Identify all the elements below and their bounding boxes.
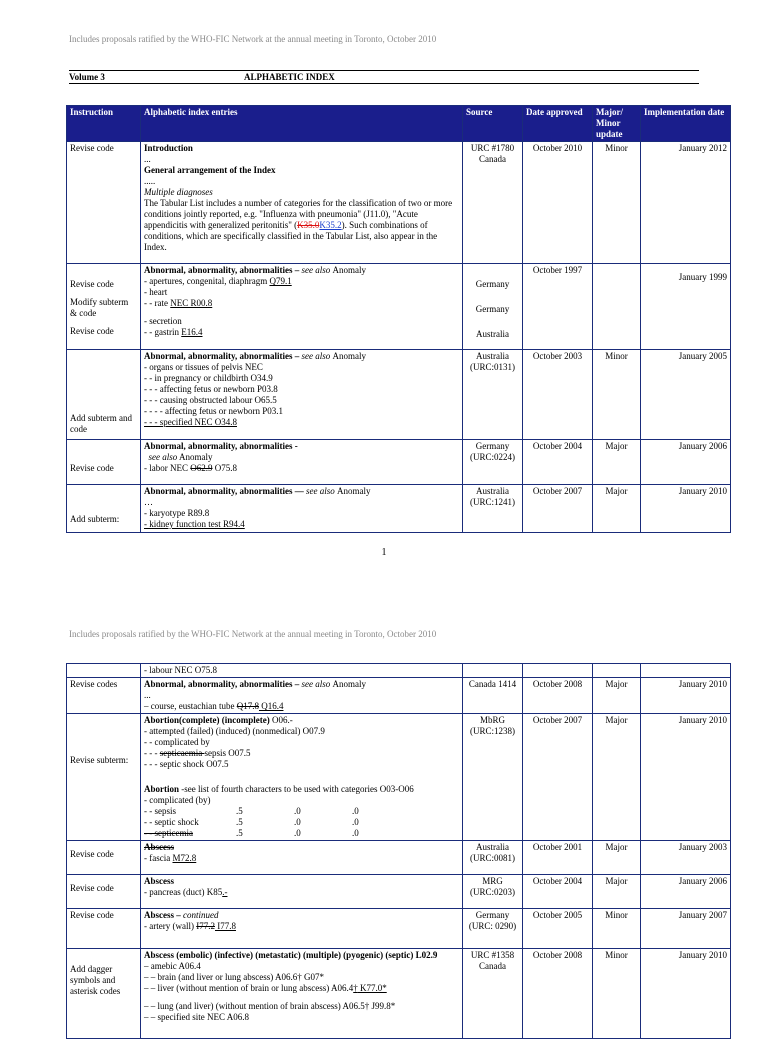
col-date: Date approved <box>523 106 593 142</box>
entry-line <box>144 748 459 759</box>
entry-code: I77.8 <box>214 921 236 931</box>
entry-line: - - - causing obstructed labour O65.5 <box>144 395 277 405</box>
entries-cell <box>141 841 463 875</box>
deleted-code: Q17.8 <box>236 701 259 711</box>
entry-line: Abscess <box>144 842 175 852</box>
entry-paragraph <box>144 198 459 253</box>
source-line: Australia <box>476 329 509 339</box>
impl-cell: January 2010 <box>641 714 731 841</box>
entry-line <box>144 276 459 287</box>
entry-text: - labor NEC <box>144 463 191 473</box>
instruction-line: Modify subterm & code <box>70 297 129 318</box>
table-row <box>67 714 731 841</box>
entry-text: - apertures, congenital, diaphragm <box>144 276 270 286</box>
instruction-cell: Revise code <box>67 142 141 264</box>
entry-line: – – brain (and liver or lung abscess) A06.6† G07* <box>144 972 324 982</box>
entry-text: sepsis O07.5 <box>204 748 251 758</box>
grid-row <box>144 828 459 839</box>
update-cell: Minor <box>593 350 641 440</box>
entry-line: Abscess (embolic) (infective) (metastatic) (multiple) (pyogenic) (septic) L02.9 <box>144 950 438 960</box>
entry-line: Multiple diagnoses <box>144 187 213 197</box>
entry-text: - artery (wall) <box>144 921 197 931</box>
instruction-line: Revise code <box>70 279 114 289</box>
index-table-page2 <box>66 663 731 1039</box>
entry-ref: Anomaly <box>337 486 371 496</box>
entries-cell <box>141 142 463 264</box>
entry-text: - - gastrin <box>144 327 182 337</box>
entries-cell <box>141 350 463 440</box>
source-cell: Australia (URC:0131) <box>463 350 523 440</box>
date-cell: October 2007 <box>523 485 593 533</box>
entry-line: - complicated (by) <box>144 795 211 805</box>
table-row <box>67 142 731 264</box>
entry-text: - - - <box>144 748 160 758</box>
instruction-cell <box>67 485 141 533</box>
grid-label: - - septicemia <box>144 828 193 838</box>
instruction-cell <box>67 841 141 875</box>
entry-line: – – lung (and liver) (without mention of brain abscess) A06.5† J99.8* <box>144 1001 396 1011</box>
entry-ref: Anomaly <box>332 679 367 689</box>
see-also: see also <box>299 679 333 689</box>
source-cell: Canada 1414 <box>463 678 523 714</box>
entry-line <box>144 679 459 690</box>
impl-text: January 1999 <box>678 272 727 282</box>
date-cell: October 2004 <box>523 875 593 909</box>
table-row <box>67 875 731 909</box>
entry-head: Abortion(complete) (incomplete) <box>144 715 272 725</box>
entries-cell <box>141 264 463 350</box>
instruction-line: Revise code <box>70 463 114 473</box>
date-cell: October 2008 <box>523 949 593 1039</box>
grid-row <box>144 806 459 817</box>
instruction-line: Revise code <box>70 883 114 893</box>
impl-cell: January 2010 <box>641 949 731 1039</box>
source-line: Germany <box>475 304 510 314</box>
entry-code: K77.0* <box>357 983 387 993</box>
entry-line: - - - septic shock O07.5 <box>144 759 229 769</box>
update-cell: Major <box>593 678 641 714</box>
entry-line <box>144 784 459 795</box>
grid-label: - - septic shock <box>144 817 199 827</box>
entry-line: - labour NEC O75.8 <box>141 664 463 678</box>
instruction-line: Add subterm and code <box>70 413 132 434</box>
instruction-cell <box>67 350 141 440</box>
date-cell: October 1997 <box>523 264 593 350</box>
paragraph-text: ). Such combinations of conditions, which are specifically classified in the Tabular List, also appear in the Index. <box>144 220 438 252</box>
entry-code: O06.- <box>271 715 293 725</box>
source-cell: Germany (URC: 0290) <box>463 909 523 949</box>
entries-cell <box>141 909 463 949</box>
entry-line: - attempted (failed) (induced) (nonmedical) O07.9 <box>144 726 325 736</box>
page-number: 1 <box>381 547 387 558</box>
entry-line: - - in pregnancy or childbirth O34.9 <box>144 373 273 383</box>
entry-line <box>144 983 459 994</box>
entry-line: - - - specified NEC O34.8 <box>144 417 237 427</box>
instruction-line: Revise code <box>70 849 114 859</box>
instruction-cell <box>67 714 141 841</box>
entry-line: - - - - affecting fetus or newborn P03.1 <box>144 406 284 416</box>
dagger: † <box>353 983 358 993</box>
entries-cell <box>141 949 463 1039</box>
table-row <box>67 664 731 678</box>
continued: continued <box>183 910 219 920</box>
update-cell: Minor <box>593 142 641 264</box>
impl-cell: January 2006 <box>641 440 731 485</box>
grid-val: .5 <box>236 828 243 838</box>
date-cell: October 2005 <box>523 909 593 949</box>
entries-cell <box>141 485 463 533</box>
paragraph-text: The Tabular List includes a number of categories for the classification of two or more conditions jointly reported, e.g. "Influenza with pneumonia" (J11.0), "Acute appendicitis with generalized peritonitis" ( <box>144 198 453 230</box>
entry-line <box>144 715 459 726</box>
entry-code: M72.8 <box>172 853 197 863</box>
entry-line <box>144 486 459 497</box>
update-cell: Major <box>593 714 641 841</box>
source-cell: URC #1358 Canada <box>463 949 523 1039</box>
source-cell <box>463 264 523 350</box>
entry-head: Abnormal, abnormality, abnormalities — <box>144 486 304 496</box>
col-instruction: Instruction <box>67 106 141 142</box>
entry-code: Q79.1 <box>269 276 292 286</box>
entry-code: Q16.4 <box>258 701 284 711</box>
entry-ref: Anomaly <box>177 452 213 462</box>
table-row <box>67 264 731 350</box>
source-cell: Germany (URC:0224) <box>463 440 523 485</box>
table-row <box>67 949 731 1039</box>
table-row <box>67 350 731 440</box>
impl-cell: January 2010 <box>641 678 731 714</box>
entry-line: - organs or tissues of pelvis NEC <box>144 362 263 372</box>
entry-line <box>144 463 459 474</box>
date-cell: October 2007 <box>523 714 593 841</box>
entry-line <box>144 351 459 362</box>
table-row <box>67 440 731 485</box>
deleted-term: septicaemia <box>159 748 205 758</box>
entry-line <box>144 887 459 898</box>
grid-label: - - sepsis <box>144 806 176 816</box>
entry-text: - pancreas (duct) K85 <box>144 887 223 897</box>
update-cell: Major <box>593 841 641 875</box>
update-cell: Major <box>593 485 641 533</box>
instruction-cell <box>67 440 141 485</box>
see-also: see also <box>299 265 333 275</box>
see-also: see also <box>299 351 333 361</box>
table-row <box>67 678 731 714</box>
source-line: Germany <box>475 279 510 289</box>
entries-cell <box>141 440 463 485</box>
entry-line: - - complicated by <box>144 737 210 747</box>
entry-line: General arrangement of the Index <box>144 165 276 175</box>
entry-line: ... <box>144 154 151 164</box>
entry-line: - karyotype R89.8 <box>144 508 210 518</box>
grid-val: .0 <box>294 817 301 827</box>
entry-line: - secretion <box>144 316 182 326</box>
table-row <box>67 485 731 533</box>
grid-val: .0 <box>352 817 359 827</box>
entry-line <box>144 701 459 712</box>
source-cell: MRG (URC:0203) <box>463 875 523 909</box>
instruction-line: Revise subterm: <box>70 755 129 765</box>
entries-cell <box>141 875 463 909</box>
instruction-line: Add subterm: <box>70 514 120 524</box>
update-cell: Major <box>593 875 641 909</box>
date-cell: October 2004 <box>523 440 593 485</box>
grid-val: .0 <box>352 828 359 838</box>
deleted-code: K35.0 <box>297 220 320 230</box>
instruction-line: Add dagger symbols and asterisk codes <box>70 964 121 996</box>
entry-text: -see list of fourth characters to be used with categories O03-O06 <box>179 784 414 794</box>
entry-code: O75.8 <box>212 463 237 473</box>
entry-line <box>144 265 459 276</box>
entry-text: - - rate <box>144 298 171 308</box>
update-cell: Minor <box>593 909 641 949</box>
entry-head: Abortion <box>144 784 180 794</box>
entry-line <box>144 910 459 921</box>
entry-ref: Anomaly <box>332 265 367 275</box>
impl-cell: January 2006 <box>641 875 731 909</box>
entry-line: - - - affecting fetus or newborn P03.8 <box>144 384 278 394</box>
date-cell: October 2010 <box>523 142 593 264</box>
instruction-cell <box>67 264 141 350</box>
entry-line: ..... <box>144 176 156 186</box>
entry-head: Abnormal, abnormality, abnormalities – <box>144 351 300 361</box>
entry-line: Abnormal, abnormality, abnormalities - <box>144 441 298 451</box>
see-also: see also <box>148 452 178 462</box>
header-note-page2: Includes proposals ratified by the WHO-FIC Network at the annual meeting in Toronto, October 2010 <box>69 629 437 639</box>
grid-val: .0 <box>352 806 359 816</box>
impl-cell: January 2007 <box>641 909 731 949</box>
grid-val: .0 <box>294 806 301 816</box>
entry-line: Introduction <box>144 143 193 153</box>
update-cell: Minor <box>593 949 641 1039</box>
impl-cell: January 2005 <box>641 350 731 440</box>
instruction-cell <box>67 949 141 1039</box>
table-header <box>67 106 731 142</box>
entry-line: Abscess <box>144 876 175 886</box>
instruction-line: Revise code <box>70 326 114 336</box>
entry-line: … <box>144 497 153 507</box>
volume-bar <box>69 70 699 84</box>
volume-label: Volume 3 <box>69 72 105 82</box>
section-title: ALPHABETIC INDEX <box>244 72 335 82</box>
source-cell: URC #1780 Canada <box>463 142 523 264</box>
inserted-code: K35.2 <box>319 220 342 230</box>
col-update: Major/ Minor update <box>593 106 641 142</box>
header-note: Includes proposals ratified by the WHO-FIC Network at the annual meeting in Toronto, October 2010 <box>69 34 437 44</box>
entry-head: Abnormal, abnormality, abnormalities – <box>144 679 300 689</box>
table-row <box>67 909 731 949</box>
grid-val: .5 <box>236 817 243 827</box>
entry-ref: Anomaly <box>332 351 367 361</box>
source-cell: Australia (URC:1241) <box>463 485 523 533</box>
entry-line <box>144 853 459 864</box>
date-cell: October 2003 <box>523 350 593 440</box>
entry-line: – amebic A06.4 <box>144 961 201 971</box>
deleted-code: I77.2 <box>196 921 215 931</box>
entry-line: - heart <box>144 287 168 297</box>
entry-code: .- <box>222 887 228 897</box>
entry-head: Abscess – <box>144 910 184 920</box>
index-table-page1 <box>66 105 731 533</box>
entry-line: ... <box>144 690 151 700</box>
source-cell: Australia (URC:0081) <box>463 841 523 875</box>
entry-line <box>144 921 459 932</box>
update-cell: Major <box>593 440 641 485</box>
entry-line <box>144 452 459 463</box>
entry-code: NEC R00.8 <box>170 298 213 308</box>
update-cell <box>593 264 641 350</box>
col-entries: Alphabetic index entries <box>141 106 463 142</box>
entries-cell <box>141 714 463 841</box>
entry-line <box>144 298 459 309</box>
deleted-code: O62.9 <box>190 463 213 473</box>
entry-head: Abnormal, abnormality, abnormalities – <box>144 265 300 275</box>
impl-cell: January 2010 <box>641 485 731 533</box>
entry-line: - kidney function test R94.4 <box>144 519 245 529</box>
see-also: see also <box>303 486 338 496</box>
impl-cell: January 2012 <box>641 142 731 264</box>
grid-row <box>144 817 459 828</box>
grid-val: .0 <box>294 828 301 838</box>
entry-text: – course, eustachian tube <box>144 701 237 711</box>
source-cell: MbRG (URC:1238) <box>463 714 523 841</box>
col-impl: Implementation date <box>641 106 731 142</box>
entry-line: – – specified site NEC A06.8 <box>144 1012 249 1022</box>
entry-code: E16.4 <box>181 327 203 337</box>
col-source: Source <box>463 106 523 142</box>
date-cell: October 2008 <box>523 678 593 714</box>
grid-val: .5 <box>236 806 243 816</box>
impl-cell: January 2003 <box>641 841 731 875</box>
entry-line <box>144 327 459 338</box>
date-cell: October 2001 <box>523 841 593 875</box>
instruction-cell <box>67 875 141 909</box>
instruction-cell: Revise codes <box>67 678 141 714</box>
entry-text: – – liver (without mention of brain or lung abscess) A06.4 <box>144 983 354 993</box>
impl-cell <box>641 264 731 350</box>
entry-text: - fascia <box>144 853 173 863</box>
instruction-cell: Revise code <box>67 909 141 949</box>
entries-cell <box>141 678 463 714</box>
table-row <box>67 841 731 875</box>
